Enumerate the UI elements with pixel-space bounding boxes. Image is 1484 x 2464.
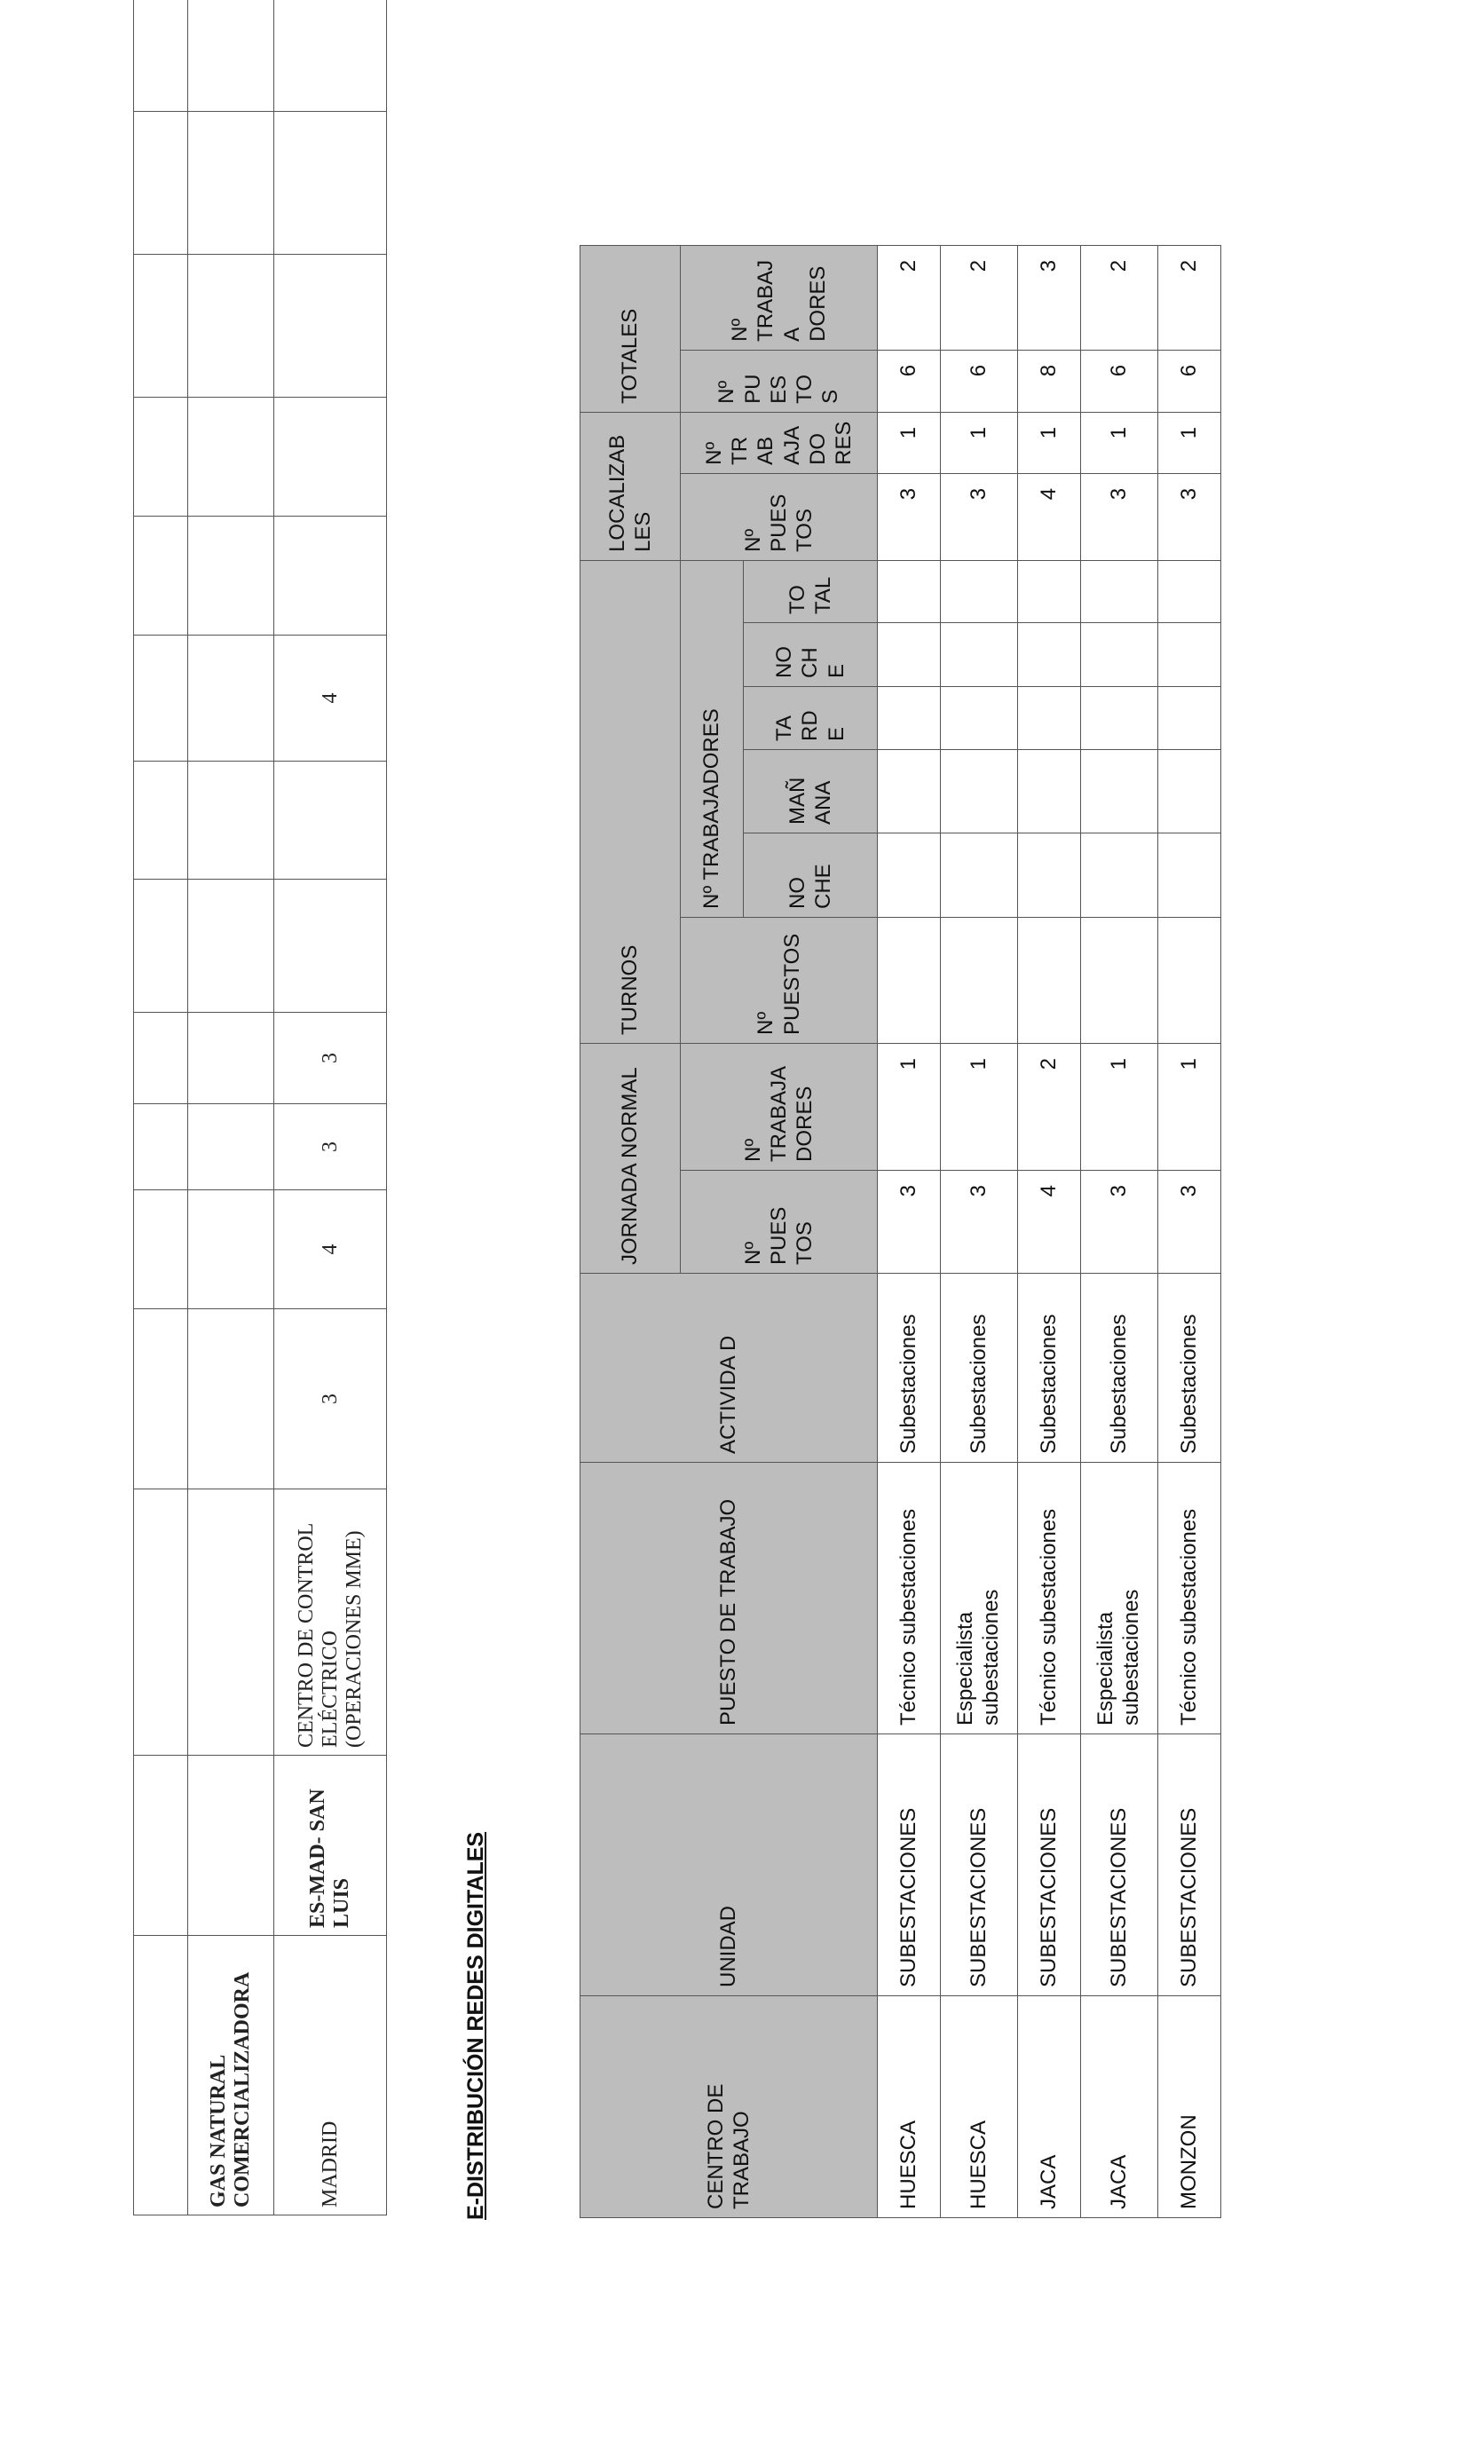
top-cell	[134, 1936, 188, 2215]
cell-empty	[1158, 917, 1221, 1043]
top-cell	[188, 762, 274, 880]
top-cell	[134, 1309, 188, 1489]
cell-empty	[1081, 833, 1158, 917]
header-jn-trabajadores: Nº TRABAJA DORES	[681, 1043, 878, 1170]
top-cell	[188, 517, 274, 636]
top-cell	[188, 1190, 274, 1309]
cell-puesto: Técnico subestaciones	[878, 1463, 941, 1734]
header-turnos: TURNOS	[580, 560, 681, 1043]
header-t-manana: MAÑ ANA	[744, 749, 878, 833]
cell-empty	[1018, 917, 1081, 1043]
cell-l-puestos: 4	[1018, 473, 1081, 560]
cell-tot-puestos: 8	[1018, 350, 1081, 412]
cell-empty	[878, 917, 941, 1043]
cell-empty	[1018, 686, 1081, 749]
cell-empty	[1018, 560, 1081, 622]
top-cell	[188, 1013, 274, 1104]
header-t-noche: NO CHE	[744, 833, 878, 917]
cell-l-trabajadores: 1	[1081, 412, 1158, 473]
cell-centro: JACA	[1018, 1996, 1081, 2218]
top-cell	[134, 0, 188, 112]
top-cell	[274, 255, 387, 398]
cell-unidad: SUBESTACIONES	[878, 1734, 941, 1996]
top-cell	[188, 1489, 274, 1756]
cell-tot-puestos: 6	[941, 350, 1018, 412]
top-cell	[274, 0, 387, 112]
top-cell	[134, 112, 188, 255]
cell-unidad: SUBESTACIONES	[1158, 1734, 1221, 1996]
top-cell	[188, 255, 274, 398]
top-table	[133, 0, 387, 2215]
cell-jn-puestos: 3	[941, 1171, 1018, 1274]
cell-empty	[1081, 686, 1158, 749]
top-cell	[134, 255, 188, 398]
cell-empty	[878, 833, 941, 917]
staffing-table	[580, 245, 1221, 2218]
header-l-trabajadores: Nº TR AB AJA DO RES	[681, 412, 878, 473]
cell-centro: HUESCA	[941, 1996, 1018, 2218]
cell-actividad: Subestaciones	[941, 1274, 1018, 1463]
header-l-puestos: Nº PUES TOS	[681, 473, 878, 560]
cell-l-trabajadores: 1	[878, 412, 941, 473]
cell-l-puestos: 3	[1081, 473, 1158, 560]
cell-jn-puestos: 3	[878, 1171, 941, 1274]
cell-l-trabajadores: 1	[1158, 412, 1221, 473]
header-tot-trabajadores: Nº TRABAJ A DORES	[681, 245, 878, 350]
cell-empty	[1158, 560, 1221, 622]
top-cell	[134, 1104, 188, 1190]
cell-jn-trabajadores: 1	[878, 1043, 941, 1170]
cell-actividad: Subestaciones	[1158, 1274, 1221, 1463]
cell-unidad: SUBESTACIONES	[1081, 1734, 1158, 1996]
top-cell	[134, 517, 188, 636]
header-jornada: JORNADA NORMAL	[580, 1043, 681, 1273]
top-cell	[274, 398, 387, 517]
cell-unidad: SUBESTACIONES	[1018, 1734, 1081, 1996]
top-cell	[134, 636, 188, 762]
table-row	[1018, 245, 1081, 2217]
cell-l-trabajadores: 1	[1018, 412, 1081, 473]
cell-empty	[941, 622, 1018, 686]
top-cell	[134, 1190, 188, 1309]
header-totales: TOTALES	[580, 245, 681, 412]
top-cell	[188, 1309, 274, 1489]
cell-tot-trabajadores: 2	[941, 245, 1018, 350]
cell-empty	[1158, 749, 1221, 833]
top-cell	[134, 398, 188, 517]
cell-actividad: Subestaciones	[1018, 1274, 1081, 1463]
cell-l-puestos: 3	[1158, 473, 1221, 560]
cell-centro: MONZON	[1158, 1996, 1221, 2218]
header-centro: CENTRO DE TRABAJO	[580, 1996, 878, 2218]
cell-empty	[941, 686, 1018, 749]
header-unidad: UNIDAD	[580, 1734, 878, 1996]
top-cell	[134, 880, 188, 1013]
cell-jn-puestos: 4	[1018, 1171, 1081, 1274]
top-cell	[274, 880, 387, 1013]
value-cell: 3	[274, 1013, 387, 1104]
top-cell	[188, 0, 274, 112]
cell-puesto: Técnico subestaciones	[1018, 1463, 1081, 1734]
cell-tot-puestos: 6	[1158, 350, 1221, 412]
header-tot-puestos: Nº PU ES TO S	[681, 350, 878, 412]
top-cell	[134, 1489, 188, 1756]
cell-empty	[941, 833, 1018, 917]
cell-jn-puestos: 3	[1081, 1171, 1158, 1274]
header-jn-puestos: Nº PUES TOS	[681, 1171, 878, 1274]
site-code: ES-MAD- SAN LUIS	[274, 1756, 387, 1936]
cell-empty	[1081, 917, 1158, 1043]
cell-jn-trabajadores: 1	[1158, 1043, 1221, 1170]
cell-l-trabajadores: 1	[941, 412, 1018, 473]
cell-tot-puestos: 6	[1081, 350, 1158, 412]
value-cell: 3	[274, 1309, 387, 1489]
cell-tot-trabajadores: 2	[1081, 245, 1158, 350]
cell-tot-trabajadores: 2	[878, 245, 941, 350]
top-cell	[134, 762, 188, 880]
value-cell: 3	[274, 1104, 387, 1190]
cell-empty	[1158, 622, 1221, 686]
cell-empty	[1018, 749, 1081, 833]
top-cell	[188, 1756, 274, 1936]
cell-empty	[878, 686, 941, 749]
cell-empty	[941, 560, 1018, 622]
cell-empty	[941, 749, 1018, 833]
cell-puesto: Especialista subestaciones	[941, 1463, 1018, 1734]
cell-jn-trabajadores: 1	[941, 1043, 1018, 1170]
cell-empty	[1158, 833, 1221, 917]
company-name: GAS NATURAL COMERCIALIZADORA	[188, 1936, 274, 2215]
table-row	[941, 245, 1018, 2217]
cell-empty	[878, 622, 941, 686]
header-t-tarde: TA RD E	[744, 686, 878, 749]
table-row	[1081, 245, 1158, 2217]
cell-empty	[1018, 622, 1081, 686]
header-n-trabajadores: Nº TRABAJADORES	[681, 560, 744, 917]
top-cell	[134, 1756, 188, 1936]
cell-jn-trabajadores: 2	[1018, 1043, 1081, 1170]
cell-actividad: Subestaciones	[878, 1274, 941, 1463]
cell-centro: HUESCA	[878, 1996, 941, 2218]
header-t-puestos: Nº PUESTOS	[681, 917, 878, 1043]
cell-centro: JACA	[1081, 1996, 1158, 2218]
cell-actividad: Subestaciones	[1081, 1274, 1158, 1463]
cell-empty	[878, 749, 941, 833]
top-cell	[274, 517, 387, 636]
header-localizables: LOCALIZAB LES	[580, 412, 681, 560]
cell-empty	[878, 560, 941, 622]
cell-empty	[1081, 622, 1158, 686]
cell-empty	[1158, 686, 1221, 749]
top-cell	[188, 636, 274, 762]
header-t-total: TO TAL	[744, 560, 878, 622]
cell-empty	[1081, 560, 1158, 622]
cell-unidad: SUBESTACIONES	[941, 1734, 1018, 1996]
cell-empty	[1018, 833, 1081, 917]
cell-puesto: Técnico subestaciones	[1158, 1463, 1221, 1734]
top-cell	[188, 880, 274, 1013]
top-cell	[188, 398, 274, 517]
cell-puesto: Especialista subestaciones	[1081, 1463, 1158, 1734]
value-cell: 4	[274, 636, 387, 762]
value-cell: 4	[274, 1190, 387, 1309]
top-cell	[188, 1104, 274, 1190]
top-cell	[134, 1013, 188, 1104]
cell-empty	[941, 917, 1018, 1043]
header-actividad: ACTIVIDA D	[580, 1274, 878, 1463]
top-cell	[274, 112, 387, 255]
section-title: E-DISTRIBUCIÓN REDES DIGITALES	[463, 1831, 488, 2220]
cell-l-puestos: 3	[878, 473, 941, 560]
cell-jn-trabajadores: 1	[1081, 1043, 1158, 1170]
cell-tot-trabajadores: 2	[1158, 245, 1221, 350]
cell-empty	[1081, 749, 1158, 833]
cell-l-puestos: 3	[941, 473, 1018, 560]
table-row	[878, 245, 941, 2217]
cell-tot-trabajadores: 3	[1018, 245, 1081, 350]
table-row	[1158, 245, 1221, 2217]
cell-jn-puestos: 3	[1158, 1171, 1221, 1274]
cell-tot-puestos: 6	[878, 350, 941, 412]
top-cell	[188, 112, 274, 255]
center-name: CENTRO DE CONTROL ELÉCTRICO (OPERACIONES MME)	[274, 1489, 387, 1756]
city-cell: MADRID	[274, 1936, 387, 2215]
top-cell	[274, 762, 387, 880]
header-t-noche2: NO CH E	[744, 622, 878, 686]
header-puesto: PUESTO DE TRABAJO	[580, 1463, 878, 1734]
